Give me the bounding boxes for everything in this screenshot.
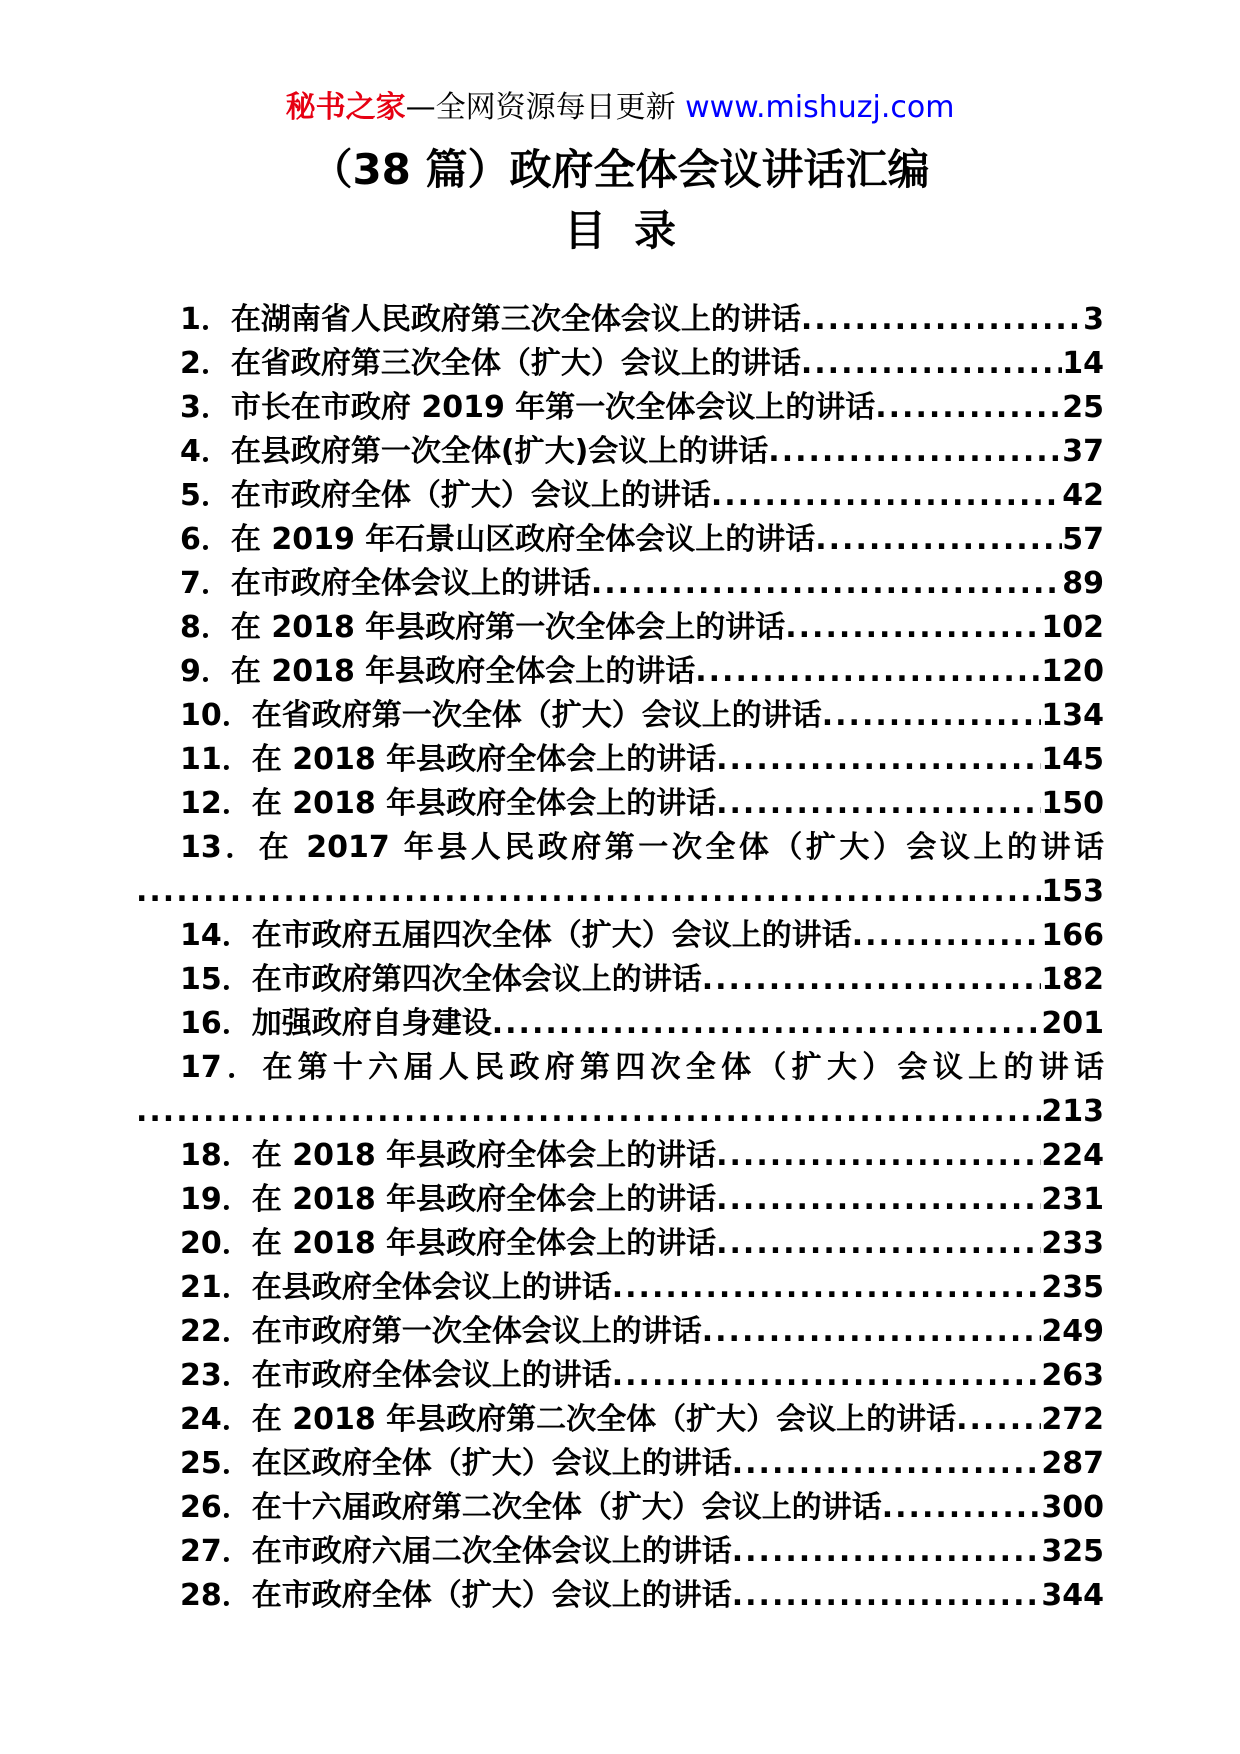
toc-entry-line (180, 1486, 1104, 1530)
toc-entry[interactable] (136, 782, 1104, 826)
toc-page-number: 120 (1041, 654, 1104, 689)
toc-entry-line (180, 1222, 1104, 1266)
toc-entry-title: 14．在市政府五届四次全体（扩大）会议上的讲话 (180, 918, 852, 953)
toc-entry-title: 4．在县政府第一次全体(扩大)会议上的讲话 (180, 434, 769, 469)
site-url-link[interactable]: www.mishuzj.com (685, 90, 955, 125)
toc-page-number: 166 (1041, 918, 1104, 953)
toc-page-number: 235 (1041, 1270, 1104, 1305)
toc-entry-line (180, 1178, 1104, 1222)
leader-dots (801, 298, 1083, 342)
leader-dots (716, 782, 1041, 826)
toc-entry[interactable] (136, 430, 1104, 474)
toc-entry[interactable] (136, 738, 1104, 782)
toc-entry-line (180, 1134, 1104, 1178)
site-header (0, 88, 1240, 128)
leader-dots (612, 1266, 1042, 1310)
toc-entry-title: 24．在 2018 年县政府第二次全体（扩大）会议上的讲话 (180, 1402, 957, 1437)
toc-entry-title: 26．在十六届政府第二次全体（扩大）会议上的讲话 (180, 1490, 882, 1525)
toc-entry[interactable] (136, 1486, 1104, 1530)
leader-dots (716, 1178, 1041, 1222)
toc-entry[interactable] (136, 826, 1104, 914)
toc-page-number: 37 (1062, 434, 1104, 469)
document-title: （38 篇）政府全体会议讲话汇编 (310, 145, 930, 194)
toc-entry-title: 7．在市政府全体会议上的讲话 (180, 566, 591, 601)
toc-entry-line (180, 474, 1104, 518)
toc-entry[interactable] (136, 1398, 1104, 1442)
toc-page-number: 134 (1041, 698, 1104, 733)
toc-entry[interactable] (136, 1574, 1104, 1618)
toc-entry-title: 10．在省政府第一次全体（扩大）会议上的讲话 (180, 698, 822, 733)
leader-dots (882, 1486, 1042, 1530)
toc-entry-title: 28．在市政府全体（扩大）会议上的讲话 (180, 1578, 732, 1613)
toc-entry-title: 9．在 2018 年县政府全体会上的讲话 (180, 654, 696, 689)
toc-entry-title: 5．在市政府全体（扩大）会议上的讲话 (180, 478, 711, 513)
toc-entry-line (180, 430, 1104, 474)
toc-entry-line (180, 518, 1104, 562)
toc-page-number: 3 (1083, 302, 1104, 337)
toc-entry-line (180, 1442, 1104, 1486)
toc-entry[interactable] (136, 474, 1104, 518)
leader-dots (711, 474, 1062, 518)
toc-entry-line (180, 1002, 1104, 1046)
toc-entry-title: 18．在 2018 年县政府全体会上的讲话 (180, 1138, 717, 1173)
leader-dots (716, 1222, 1041, 1266)
toc-page-number: 344 (1041, 1578, 1104, 1613)
toc-entry-line (180, 562, 1104, 606)
site-tagline: —全网资源每日更新 (405, 90, 686, 125)
leader-dots (716, 738, 1041, 782)
toc-entry[interactable] (136, 386, 1104, 430)
leader-dots (591, 562, 1062, 606)
leader-dots (492, 1002, 1042, 1046)
toc-entry[interactable] (136, 1354, 1104, 1398)
leader-dots (801, 342, 1062, 386)
toc-entry-line (180, 694, 1104, 738)
leader-dots (702, 958, 1042, 1002)
toc-entry-line (180, 1398, 1104, 1442)
toc-entry-line (180, 1530, 1104, 1574)
toc-entry[interactable] (136, 342, 1104, 386)
toc-entry-line (180, 914, 1104, 958)
toc-entry-title: 19．在 2018 年县政府全体会上的讲话 (180, 1182, 717, 1217)
toc-entry-title: 2．在省政府第三次全体（扩大）会议上的讲话 (180, 346, 801, 381)
leader-dots (875, 386, 1062, 430)
toc-page-number: 14 (1062, 346, 1104, 381)
toc-entry-title: 8．在 2018 年县政府第一次全体会上的讲话 (180, 610, 786, 645)
toc-page-number: 42 (1062, 478, 1104, 513)
toc-page-number: 153 (1041, 874, 1104, 909)
toc-entry-title: 21．在县政府全体会议上的讲话 (180, 1270, 612, 1305)
toc-entry-line (180, 1310, 1104, 1354)
toc-entry[interactable] (136, 1310, 1104, 1354)
toc-entry-line (180, 1574, 1104, 1618)
toc-entry[interactable] (136, 1046, 1104, 1134)
toc-entry-title: 11．在 2018 年县政府全体会上的讲话 (180, 742, 717, 777)
toc-page-number: 300 (1041, 1490, 1104, 1525)
leader-dots (815, 518, 1062, 562)
toc-entry-line (180, 606, 1104, 650)
leader-dots (695, 650, 1041, 694)
toc-entry[interactable] (136, 1178, 1104, 1222)
toc-entry-title: 27．在市政府六届二次全体会议上的讲话 (180, 1534, 732, 1569)
toc-entry-title: 22．在市政府第一次全体会议上的讲话 (180, 1314, 702, 1349)
toc-entry[interactable] (136, 562, 1104, 606)
toc-entry[interactable] (136, 694, 1104, 738)
toc-entry-title: 17．在第十六届人民政府第四次全体（扩大）会议上的讲话 (180, 1050, 1104, 1085)
toc-entry-title: 6．在 2019 年石景山区政府全体会议上的讲话 (180, 522, 816, 557)
toc-page-number: 287 (1041, 1446, 1104, 1481)
toc-page-number: 201 (1041, 1006, 1104, 1041)
toc-page-number: 231 (1041, 1182, 1104, 1217)
leader-dots (732, 1442, 1042, 1486)
toc-entry[interactable] (136, 298, 1104, 342)
toc-page-number: 325 (1041, 1534, 1104, 1569)
toc-page-number: 233 (1041, 1226, 1104, 1261)
toc-page-number: 150 (1041, 786, 1104, 821)
toc-entry[interactable] (136, 1266, 1104, 1310)
toc-heading: 目录 (563, 206, 704, 255)
toc-entry-line (180, 386, 1104, 430)
toc-entry-leader (136, 1090, 1104, 1134)
toc-entry-line (180, 782, 1104, 826)
site-name: 秘书之家 (285, 90, 406, 125)
toc-entry-title: 15．在市政府第四次全体会议上的讲话 (180, 962, 702, 997)
leader-dots (716, 1134, 1041, 1178)
toc-entry[interactable] (136, 914, 1104, 958)
toc-entry-title: 25．在区政府全体（扩大）会议上的讲话 (180, 1446, 732, 1481)
toc-page-number: 272 (1041, 1402, 1104, 1437)
table-of-contents (136, 298, 1104, 1618)
toc-entry-title: 13．在 2017 年县人民政府第一次全体（扩大）会议上的讲话 (180, 830, 1104, 865)
leader-dots (785, 606, 1041, 650)
toc-entry-line (180, 958, 1104, 1002)
toc-entry[interactable] (136, 650, 1104, 694)
toc-entry[interactable] (136, 1530, 1104, 1574)
leader-dots (822, 694, 1042, 738)
toc-page-number: 182 (1041, 962, 1104, 997)
leader-dots (768, 430, 1062, 474)
toc-entry-line (180, 1354, 1104, 1398)
toc-entry-title: 1．在湖南省人民政府第三次全体会议上的讲话 (180, 302, 801, 337)
toc-entry-line (180, 738, 1104, 782)
leader-dots (136, 1090, 1041, 1134)
toc-entry[interactable] (136, 606, 1104, 650)
toc-entry[interactable] (136, 1442, 1104, 1486)
toc-page-number: 213 (1041, 1094, 1104, 1129)
toc-entry-title: 23．在市政府全体会议上的讲话 (180, 1358, 612, 1393)
toc-entry-title: 20．在 2018 年县政府全体会上的讲话 (180, 1226, 717, 1261)
toc-page-number: 249 (1041, 1314, 1104, 1349)
toc-entry-line (180, 342, 1104, 386)
leader-dots (136, 870, 1041, 914)
toc-entry[interactable] (136, 1002, 1104, 1046)
leader-dots (612, 1354, 1042, 1398)
toc-page-number: 145 (1041, 742, 1104, 777)
toc-entry-title: 16．加强政府自身建设 (180, 1006, 492, 1041)
leader-dots (956, 1398, 1041, 1442)
toc-page-number: 25 (1062, 390, 1104, 425)
toc-entry[interactable] (136, 518, 1104, 562)
leader-dots (732, 1530, 1042, 1574)
leader-dots (732, 1574, 1042, 1618)
leader-dots (852, 914, 1042, 958)
toc-entry[interactable] (136, 1134, 1104, 1178)
toc-entry-title: 3．市长在市政府 2019 年第一次全体会议上的讲话 (180, 390, 876, 425)
toc-page-number: 57 (1062, 522, 1104, 557)
toc-page-number: 263 (1041, 1358, 1104, 1393)
toc-entry-leader (136, 870, 1104, 914)
toc-entry-line (180, 650, 1104, 694)
toc-entry[interactable] (136, 958, 1104, 1002)
toc-page-number: 89 (1062, 566, 1104, 601)
leader-dots (702, 1310, 1042, 1354)
toc-page-number: 224 (1041, 1138, 1104, 1173)
toc-entry-line (180, 298, 1104, 342)
toc-entry-title: 12．在 2018 年县政府全体会上的讲话 (180, 786, 717, 821)
toc-page-number: 102 (1041, 610, 1104, 645)
toc-entry[interactable] (136, 1222, 1104, 1266)
toc-entry-line (180, 1266, 1104, 1310)
